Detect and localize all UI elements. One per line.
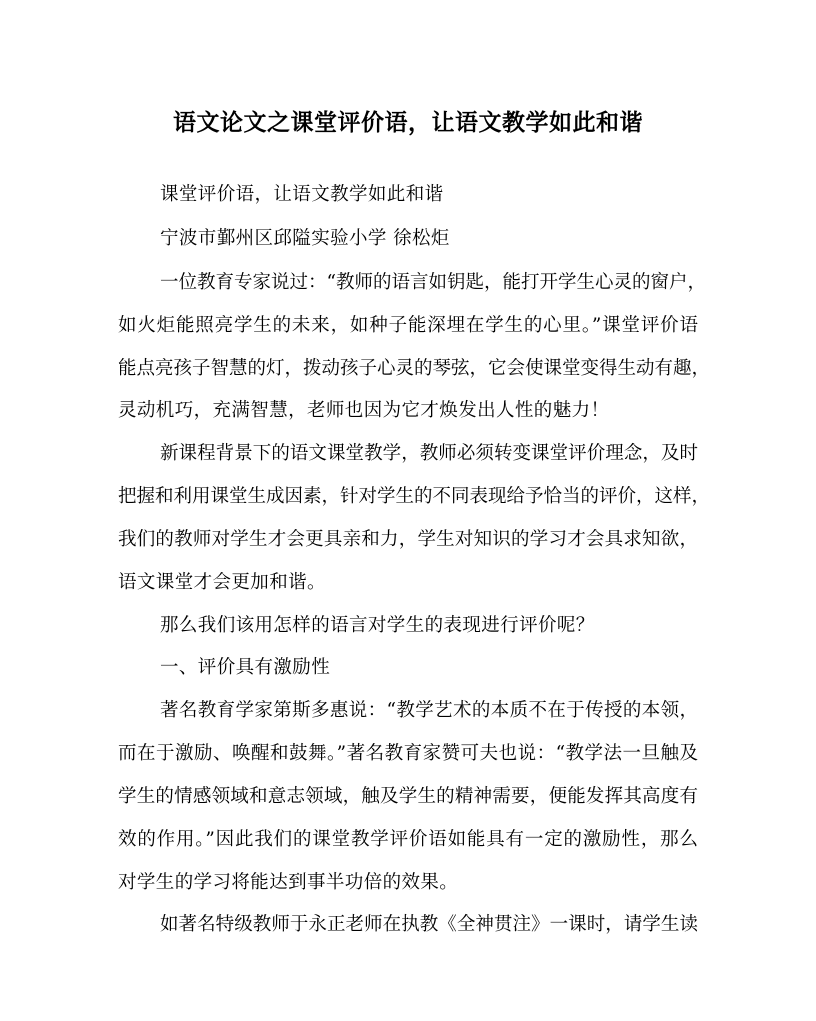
author-line: 宁波市鄞州区邱隘实验小学 徐松炬 [160, 228, 450, 249]
paragraph-line: 效的作用。”因此我们的课堂教学评价语如能具有一定的激励性，那么 [118, 829, 698, 850]
paragraph-line: 如火炬能照亮学生的未来，如种子能深埋在学生的心里。”课堂评价语 [118, 315, 698, 336]
paragraph-line: 那么我们该用怎样的语言对学生的表现进行评价呢？ [160, 615, 595, 636]
paragraph-line: 把握和利用课堂生成因素，针对学生的不同表现给予恰当的评价，这样， [118, 486, 711, 507]
document-title: 语文论文之课堂评价语，让语文教学如此和谐 [173, 109, 643, 136]
paragraph-line: 新课程背景下的语文课堂教学，教师必须转变课堂评价理念，及时 [160, 443, 698, 464]
paragraph-line: 著名教育学家第斯多惠说：“教学艺术的本质不在于传授的本领， [160, 700, 698, 721]
paragraph-line: 能点亮孩子智慧的灯，拨动孩子心灵的琴弦，它会使课堂变得生动有趣， [118, 358, 711, 379]
paragraph-line: 学生的情感领域和意志领域，触及学生的精神需要，便能发挥其高度有 [118, 786, 698, 807]
section-heading: 一、评价具有激励性 [160, 657, 331, 678]
paragraph-line: 一位教育专家说过：“教师的语言如钥匙，能打开学生心灵的窗户， [160, 272, 706, 293]
paragraph-line: 而在于激励、唤醒和鼓舞。”著名教育家赞可夫也说：“教学法一旦触及 [118, 743, 698, 764]
paragraph-line: 语文课堂才会更加和谐。 [118, 572, 326, 593]
subtitle: 课堂评价语，让语文教学如此和谐 [160, 184, 444, 205]
paragraph-line: 我们的教师对学生才会更具亲和力，学生对知识的学习才会具求知欲， [118, 529, 698, 550]
paragraph-line: 如著名特级教师于永正老师在执教《全神贯注》一课时，请学生读 [160, 914, 698, 935]
paragraph-line: 灵动机巧，充满智慧，老师也因为它才焕发出人性的魅力！ [118, 400, 610, 421]
paragraph-line: 对学生的学习将能达到事半功倍的效果。 [118, 872, 459, 893]
